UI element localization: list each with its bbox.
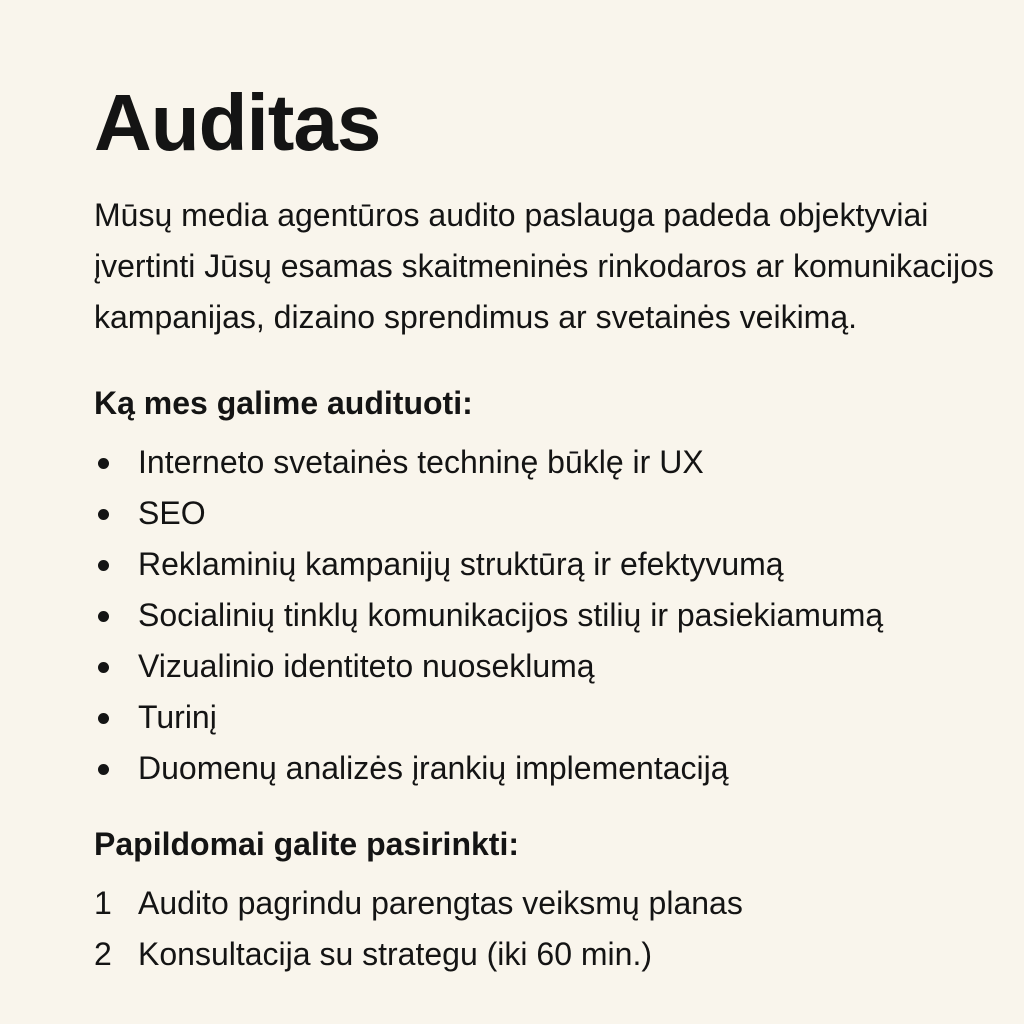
list-item-text: Socialinių tinklų komunikacijos stilių ir pasiekiamumą — [138, 597, 884, 633]
page-title: Auditas — [94, 78, 381, 167]
list-item — [94, 437, 994, 488]
list-item — [94, 692, 994, 743]
list-item-text: Turinį — [138, 699, 217, 735]
extra-list — [94, 878, 994, 980]
audit-section-heading: Ką mes galime audituoti: — [94, 385, 473, 421]
list-item — [94, 878, 994, 929]
intro-paragraph: Mūsų media agentūros audito paslauga padeda objektyviai įvertinti Jūsų esamas skaitmeninės rinkodaros ar komunikacijos kampanijas, dizaino sprendimus ar svetainės veikimą. — [94, 197, 994, 335]
list-item — [94, 641, 994, 692]
bullet-icon — [98, 662, 109, 673]
bullet-icon — [98, 509, 109, 520]
list-item-text: Interneto svetainės techninę būklę ir UX — [138, 444, 704, 480]
list-item — [94, 929, 994, 980]
bullet-icon — [98, 611, 109, 622]
list-item — [94, 488, 994, 539]
list-item — [94, 743, 994, 794]
list-item-number: 2 — [94, 936, 112, 972]
list-item-text: Duomenų analizės įrankių implementaciją — [138, 750, 729, 786]
audit-list — [94, 437, 994, 794]
bullet-icon — [98, 560, 109, 571]
bullet-icon — [98, 458, 109, 469]
list-item-text: Vizualinio identiteto nuoseklumą — [138, 648, 595, 684]
list-item-text: Reklaminių kampanijų struktūrą ir efektyvumą — [138, 546, 784, 582]
extra-section-heading: Papildomai galite pasirinkti: — [94, 826, 519, 862]
list-item-text: SEO — [138, 495, 206, 531]
bullet-icon — [98, 713, 109, 724]
list-item — [94, 590, 994, 641]
page-content — [94, 78, 994, 980]
list-item-number: 1 — [94, 885, 112, 921]
list-item-text: Audito pagrindu parengtas veiksmų planas — [138, 885, 743, 921]
list-item — [94, 539, 994, 590]
bullet-icon — [98, 764, 109, 775]
list-item-text: Konsultacija su strategu (iki 60 min.) — [138, 936, 652, 972]
